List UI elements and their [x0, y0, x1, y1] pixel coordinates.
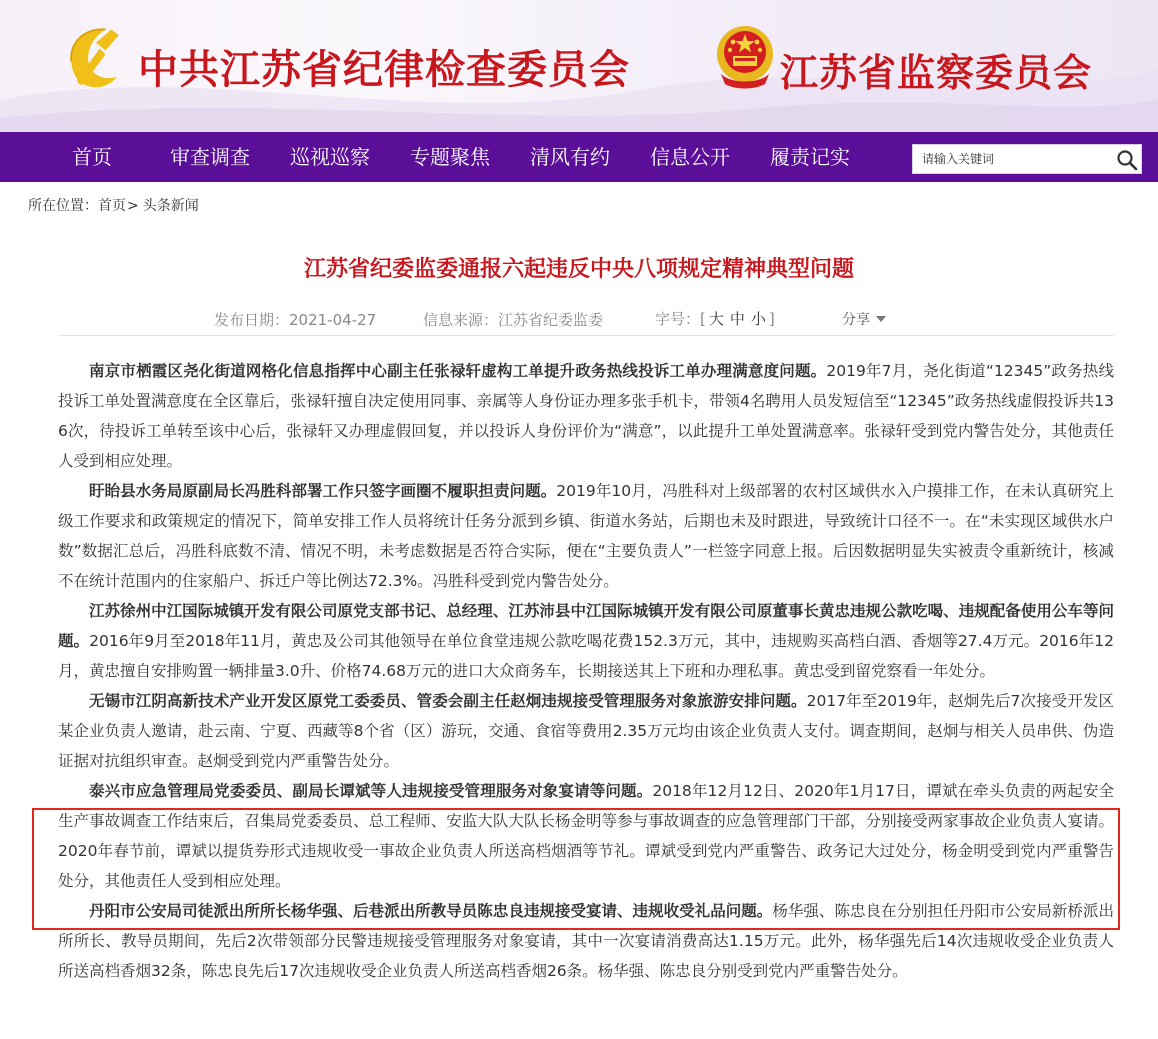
font-size-medium[interactable]: 中 — [729, 310, 745, 328]
font-size-large[interactable]: 大 — [708, 310, 724, 328]
article-paragraph — [58, 596, 1114, 686]
info-source — [423, 309, 603, 330]
breadcrumb-separator: > — [127, 198, 139, 214]
nav-item-inspection[interactable]: 巡视巡察 — [290, 145, 370, 169]
search-input[interactable] — [913, 145, 1109, 173]
article-paragraph — [58, 776, 1114, 896]
nav-item-clean-wind[interactable]: 清风有约 — [530, 145, 610, 169]
national-emblem-icon — [715, 22, 775, 90]
font-size-control — [655, 308, 775, 329]
breadcrumb-prefix: 所在位置： — [28, 198, 98, 214]
nav-item-duty-records[interactable]: 履责记实 — [770, 145, 850, 169]
paragraph-text: 2019年10月，冯胜科对上级部署的农村区域供水入户摸排工作，在未认真研究上级工作要求和政策规定的情况下，简单安排工作人员将统计任务分派到乡镇、街道水务站，后期也未及时跟进，导致统计口径不一。在“未实现区域供水户数”数据汇总后，冯胜科底数不清、情况不明，未考虑数据是否符合实际，便在“主要负责人”一栏签字同意上报。后因数据明显失实被责令重新统计，核减不在统计范围内的住家船户、拆迁户等比例达72.3%。冯胜科受到党内警告处分。 — [58, 482, 1114, 590]
paragraph-lead: 无锡市江阴高新技术产业开发区原党工委委员、管委会副主任赵炯违规接受管理服务对象旅游安排问题。 — [89, 692, 807, 710]
search-icon[interactable] — [1115, 148, 1139, 172]
info-source-value: 江苏省纪委监委 — [498, 311, 604, 329]
article-paragraph — [58, 686, 1114, 776]
article-paragraph — [58, 356, 1114, 476]
org-name-right: 江苏省监察委员会 — [780, 50, 1093, 95]
paragraph-lead: 江苏徐州中江国际城镇开发有限公司原党支部书记、总经理、江苏沛县中江国际城镇开发有限公司原董事长黄忠违规公款吃喝、违规配备使用公车等问题。 — [58, 602, 1114, 650]
header-banner — [0, 0, 1158, 132]
nav-item-home[interactable]: 首页 — [72, 145, 112, 169]
breadcrumb-current[interactable]: 头条新闻 — [142, 198, 199, 214]
org-name-left: 中共江苏省纪律检查委员会 — [138, 46, 630, 93]
article-body — [58, 356, 1114, 986]
paragraph-text: 2016年9月至2018年11月，黄忠及公司其他领导在单位食堂违规公款吃喝花费152.3万元，其中，违规购买高档白酒、香烟等27.4万元。2016年12月，黄忠擅自安排购置一辆排量3.0升、价格74.68万元的进口大众商务车，长期接送其上下班和办理私事。黄忠受到留党察看一年处分。 — [58, 632, 1114, 680]
paragraph-lead: 盱眙县水务局原副局长冯胜科部署工作只签字画圈不履职担责问题。 — [89, 482, 557, 500]
share-label: 分享 — [842, 312, 870, 328]
paragraph-lead: 南京市栖霞区尧化街道网格化信息指挥中心副主任张禄轩虚构工单提升政务热线投诉工单办理满意度问题。 — [89, 362, 827, 380]
paragraph-text: 2017年至2019年，赵炯先后7次接受开发区某企业负责人邀请，赴云南、宁夏、西藏等8个省（区）游玩，交通、食宿等费用2.35万元均由该企业负责人支付。调查期间，赵炯与相关人员串供、伪造证据对抗组织审查。赵炯受到党内严重警告处分。 — [58, 692, 1114, 770]
font-size-bracket-open: [ — [700, 310, 706, 328]
search-box — [912, 144, 1142, 174]
chevron-down-icon — [876, 316, 886, 322]
paragraph-text: 2018年12月12日、2020年1月17日，谭斌在牵头负责的两起安全生产事故调查工作结束后，召集局党委委员、总工程师、安监大队大队长杨金明等参与事故调查的应急管理部门干部，分别接受两家事故企业负责人宴请。2020年春节前，谭斌以提货券形式违规收受一事故企业负责人所送高档烟酒等节礼。谭斌受到党内严重警告、政务记大过处分，杨金明受到党内严重警告处分，其他责任人受到相应处理。 — [58, 782, 1114, 890]
nav-item-special-topics[interactable]: 专题聚焦 — [410, 145, 490, 169]
nav-item-info-disclosure[interactable]: 信息公开 — [650, 145, 730, 169]
paragraph-lead: 丹阳市公安局司徒派出所所长杨华强、后巷派出所教导员陈忠良违规接受宴请、违规收受礼品问题。 — [89, 902, 773, 920]
meta-divider — [58, 335, 1114, 336]
paragraph-text: 杨华强、陈忠良在分别担任丹阳市公安局新桥派出所所长、教导员期间，先后2次带领部分民警违规接受管理服务对象宴请，其中一次宴请消费高达1.15万元。此外，杨华强先后14次违规收受企业负责人所送高档香烟32条，陈忠良先后17次违规收受企业负责人所送高档香烟26条。杨华强、陈忠良分别受到党内严重警告处分。 — [58, 902, 1114, 980]
info-source-label: 信息来源： — [423, 311, 499, 329]
article-title: 江苏省纪委监委通报六起违反中央八项规定精神典型问题 — [303, 257, 854, 282]
breadcrumb-home-link[interactable]: 首页 — [98, 198, 126, 214]
paragraph-text: 2019年7月，尧化街道“12345”政务热线投诉工单处置满意度在全区靠后，张禄轩擅自决定使用同事、亲属等人身份证办理多张手机卡，带领4名聘用人员发短信至“12345”政务热线虚假投诉共136次，待投诉工单转至该中心后，张禄轩又办理虚假回复，并以投诉人身份评价为“满意”，以此提升工单处置满意率。张禄轩受到党内警告处分，其他责任人受到相应处理。 — [58, 362, 1114, 470]
article-paragraph — [58, 896, 1114, 986]
font-size-label: 字号： — [655, 310, 701, 328]
nav-item-review-investigation[interactable]: 审查调查 — [170, 145, 250, 169]
hammer-and-sickle-icon — [58, 20, 134, 96]
share-button[interactable] — [842, 309, 886, 329]
font-size-small[interactable]: 小 — [750, 310, 766, 328]
paragraph-lead: 泰兴市应急管理局党委委员、副局长谭斌等人违规接受管理服务对象宴请等问题。 — [89, 782, 653, 800]
publish-date — [214, 309, 376, 330]
article-paragraph — [58, 476, 1114, 596]
publish-date-value: 2021-04-27 — [289, 311, 377, 329]
breadcrumb — [28, 195, 199, 215]
publish-date-label: 发布日期： — [214, 311, 290, 329]
font-size-bracket-close: ] — [768, 310, 775, 328]
